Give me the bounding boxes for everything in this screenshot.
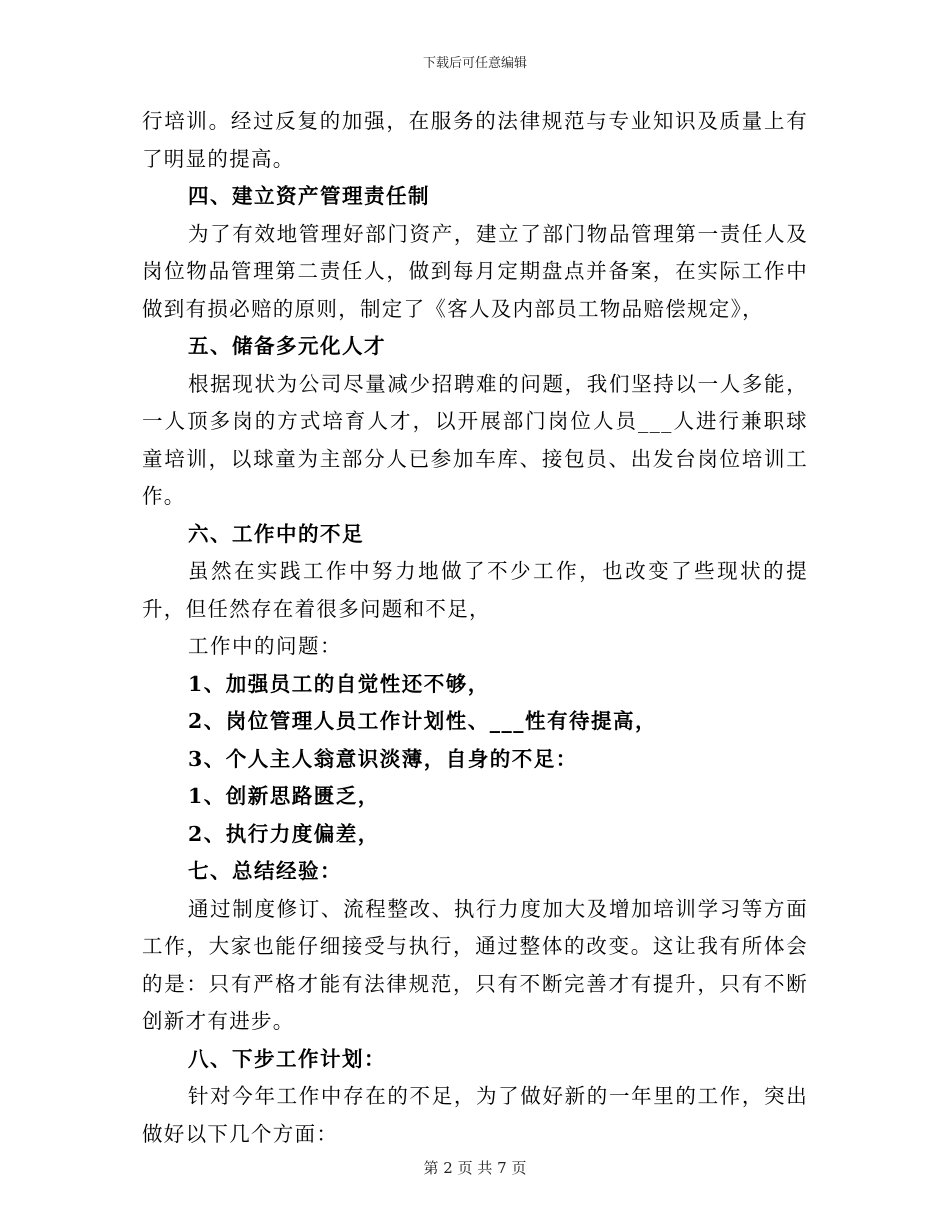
section-heading: 五、储备多元化人才 <box>188 334 386 358</box>
paragraph: 工作中的问题： <box>188 634 342 658</box>
list-item: 1、加强员工的自觉性还不够， <box>188 671 490 696</box>
list-item: 1、创新思路匮乏， <box>188 784 380 808</box>
paragraph: 行培训。经过反复的加强，在服务的法律规范与专业知识及质量上有了明显的提高。 <box>142 109 808 171</box>
section-heading: 七、总结经验： <box>188 859 342 883</box>
section-heading: 八、下步工作计划： <box>188 1046 386 1071</box>
section-heading: 四、建立资产管理责任制 <box>188 184 430 208</box>
paragraph: 通过制度修订、流程整改、执行力度加大及增加培训学习等方面工作，大家也能仔细接受与执行，通过整体的改变。这让我有所体会的是：只有严格才能有法律规范，只有不断完善才有提升，只有不断创新才有进步。 <box>142 896 808 1033</box>
paragraph: 为了有效地管理好部门资产，建立了部门物品管理第一责任人及岗位物品管理第二责任人，做到每月定期盘点并备案，在实际工作中做到有损必赔的原则，制定了《客人及内部员工物品赔偿规定》， <box>142 221 808 321</box>
page-footer: 第 2 页 共 7 页 <box>423 1159 527 1177</box>
section-heading: 六、工作中的不足 <box>188 521 364 546</box>
list-item: 3、个人主人翁意识淡薄，自身的不足： <box>188 746 578 771</box>
page-header: 下载后可任意编辑 <box>422 56 527 71</box>
list-item: 2、岗位管理人员工作计划性、___性有待提高， <box>188 709 658 733</box>
list-item: 2、执行力度偏差， <box>188 821 380 846</box>
paragraph: 虽然在实践工作中努力地做了不少工作，也改变了些现状的提升，但任然存在着很多问题和不足， <box>142 559 808 621</box>
paragraph: 针对今年工作中存在的不足，为了做好新的一年里的工作，突出做好以下几个方面： <box>142 1084 808 1146</box>
document-body <box>142 103 808 1153</box>
paragraph: 根据现状为公司尽量减少招聘难的问题，我们坚持以一人多能，一人顶多岗的方式培育人才，以开展部门岗位人员___人进行兼职球童培训，以球童为主部分人已参加车库、接包员、出发台岗位培训工作。 <box>142 371 808 508</box>
